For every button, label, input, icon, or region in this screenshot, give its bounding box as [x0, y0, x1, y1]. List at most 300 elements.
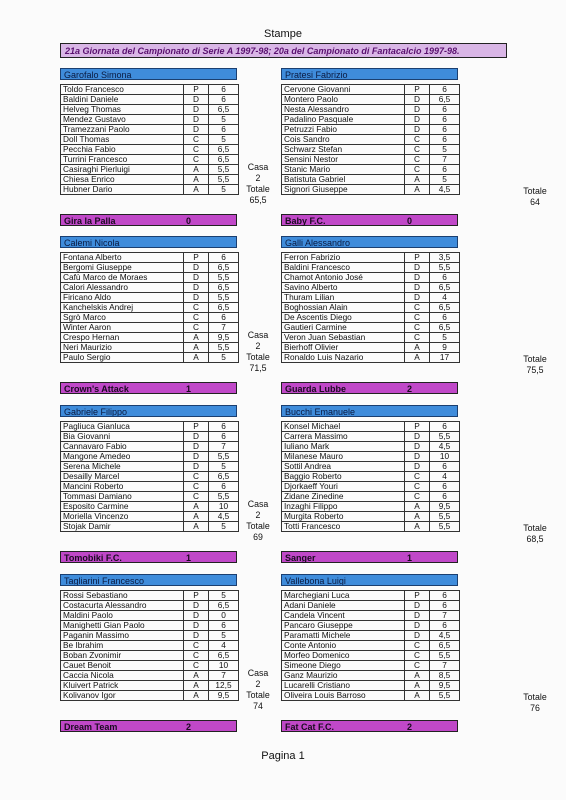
player-role: A — [184, 343, 209, 353]
player-score: 5,5 — [430, 512, 460, 522]
player-row — [282, 472, 460, 482]
player-row — [282, 442, 460, 452]
player-role: D — [405, 283, 430, 293]
player-name: Mangone Amedeo — [61, 452, 184, 462]
player-row — [61, 145, 239, 155]
manager-name: Gabriele Filippo — [60, 405, 237, 417]
home-team-block — [60, 574, 237, 701]
player-role: P — [405, 591, 430, 601]
away-summary — [515, 354, 555, 376]
player-role: D — [184, 462, 209, 472]
player-role: D — [184, 601, 209, 611]
player-score: 4,5 — [430, 442, 460, 452]
player-row — [282, 283, 460, 293]
home-team-result-bar — [60, 382, 237, 394]
player-role: A — [184, 175, 209, 185]
away-team-block — [281, 405, 458, 532]
player-row — [61, 522, 239, 532]
player-score: 5 — [209, 353, 239, 363]
player-score: 4,5 — [209, 512, 239, 522]
player-row — [61, 323, 239, 333]
total-label: Totale — [246, 690, 270, 700]
player-score: 9 — [430, 343, 460, 353]
player-role: A — [184, 165, 209, 175]
player-row — [282, 482, 460, 492]
player-role: A — [405, 502, 430, 512]
player-score: 5 — [209, 522, 239, 532]
home-summary — [243, 330, 273, 374]
player-name: Ganz Maurizio — [282, 671, 405, 681]
player-role: A — [184, 502, 209, 512]
player-role: A — [184, 691, 209, 701]
player-name: Cois Sandro — [282, 135, 405, 145]
team-goals: 1 — [186, 384, 192, 394]
player-name: Iuliano Mark — [282, 442, 405, 452]
player-role: D — [184, 452, 209, 462]
player-score: 6,5 — [209, 472, 239, 482]
player-row — [61, 343, 239, 353]
player-role: D — [405, 442, 430, 452]
player-score: 5,5 — [209, 293, 239, 303]
home-team-result-bar — [60, 214, 237, 226]
player-score: 3,5 — [430, 253, 460, 263]
player-role: D — [184, 442, 209, 452]
player-score: 5 — [209, 185, 239, 195]
player-role: D — [184, 283, 209, 293]
player-name: Nesta Alessandro — [282, 105, 405, 115]
home-bonus-label: Casa — [247, 162, 269, 172]
player-role: D — [405, 273, 430, 283]
player-row — [61, 422, 239, 432]
player-row — [282, 681, 460, 691]
player-name: Paganin Massimo — [61, 631, 184, 641]
player-name: Veron Juan Sebastian — [282, 333, 405, 343]
player-role: C — [184, 651, 209, 661]
player-role: C — [184, 135, 209, 145]
home-bonus-label: Casa — [247, 499, 269, 509]
player-role: P — [405, 253, 430, 263]
player-name: Toldo Francesco — [61, 85, 184, 95]
player-name: Kluivert Patrick — [61, 681, 184, 691]
player-row — [61, 502, 239, 512]
player-role: P — [184, 591, 209, 601]
player-role: C — [405, 641, 430, 651]
player-name: Batistuta Gabriel — [282, 175, 405, 185]
player-score: 6 — [430, 115, 460, 125]
away-team-result-bar — [281, 551, 458, 563]
home-total: 65,5 — [249, 195, 267, 205]
away-summary — [515, 692, 555, 714]
player-score: 5,5 — [209, 452, 239, 462]
away-team-block — [281, 68, 458, 195]
player-row — [282, 95, 460, 105]
player-row — [61, 175, 239, 185]
player-row — [282, 591, 460, 601]
player-role: C — [405, 145, 430, 155]
player-row — [282, 353, 460, 363]
player-name: Conte Antonio — [282, 641, 405, 651]
player-row — [61, 492, 239, 502]
player-role: A — [184, 522, 209, 532]
player-name: Boban Zvonimir — [61, 651, 184, 661]
player-name: Sottil Andrea — [282, 462, 405, 472]
player-role: A — [405, 343, 430, 353]
player-name: Ferron Fabrizio — [282, 253, 405, 263]
team-goals: 0 — [186, 216, 192, 226]
player-score: 6 — [430, 313, 460, 323]
player-name: De Ascentis Diego — [282, 313, 405, 323]
player-name: Padalino Pasquale — [282, 115, 405, 125]
total-label: Totale — [523, 354, 547, 364]
player-role: C — [184, 323, 209, 333]
player-row — [61, 681, 239, 691]
player-name: Lucarelli Cristiano — [282, 681, 405, 691]
player-score: 8,5 — [430, 671, 460, 681]
player-row — [282, 462, 460, 472]
player-role: P — [184, 422, 209, 432]
round-title-banner: 21a Giornata del Campionato di Serie A 1997-98; 20a del Campionato di Fantacalcio 1997-98. — [60, 43, 507, 58]
player-row — [61, 185, 239, 195]
team-name: Gira la Palla — [64, 216, 116, 226]
player-row — [61, 452, 239, 462]
player-score: 7 — [209, 323, 239, 333]
player-name: Crespo Hernan — [61, 333, 184, 343]
player-role: C — [405, 155, 430, 165]
player-row — [61, 482, 239, 492]
player-name: Signori Giuseppe — [282, 185, 405, 195]
player-name: Esposito Carmine — [61, 502, 184, 512]
player-score: 5,5 — [209, 273, 239, 283]
player-role: A — [184, 333, 209, 343]
player-role: C — [405, 165, 430, 175]
player-row — [61, 512, 239, 522]
player-name: Pagliuca Gianluca — [61, 422, 184, 432]
team-goals: 1 — [407, 553, 413, 563]
player-row — [282, 611, 460, 621]
player-name: Thuram Lilian — [282, 293, 405, 303]
player-name: Turrini Francesco — [61, 155, 184, 165]
player-score: 6,5 — [209, 155, 239, 165]
player-score: 6,5 — [209, 145, 239, 155]
player-role: C — [184, 313, 209, 323]
player-row — [61, 671, 239, 681]
home-bonus-value: 2 — [255, 679, 261, 689]
player-score: 7 — [209, 671, 239, 681]
player-row — [282, 135, 460, 145]
player-role: D — [184, 115, 209, 125]
home-team-block — [60, 405, 237, 532]
player-role: A — [405, 512, 430, 522]
lineup-table — [281, 252, 460, 363]
player-role: A — [184, 353, 209, 363]
player-role: D — [184, 273, 209, 283]
home-summary — [243, 499, 273, 543]
home-bonus-label: Casa — [247, 668, 269, 678]
player-name: Konsel Michael — [282, 422, 405, 432]
player-score: 6 — [430, 482, 460, 492]
team-name: Guarda Lubbe — [285, 384, 347, 394]
player-name: Totti Francesco — [282, 522, 405, 532]
player-role: D — [405, 621, 430, 631]
player-score: 6 — [430, 135, 460, 145]
player-row — [61, 253, 239, 263]
player-score: 6,5 — [430, 323, 460, 333]
player-name: Baldini Francesco — [282, 263, 405, 273]
player-role: D — [405, 611, 430, 621]
player-row — [282, 165, 460, 175]
player-name: Cafù Marco de Moraes — [61, 273, 184, 283]
player-row — [282, 512, 460, 522]
player-score: 10 — [430, 452, 460, 462]
player-row — [61, 661, 239, 671]
player-name: Carrera Massimo — [282, 432, 405, 442]
manager-name: Tagliarini Francesco — [60, 574, 237, 586]
manager-name: Galli Alessandro — [281, 236, 458, 248]
player-row — [61, 432, 239, 442]
lineup-table — [281, 84, 460, 195]
player-role: C — [405, 472, 430, 482]
player-score: 4,5 — [430, 631, 460, 641]
player-score: 5 — [209, 631, 239, 641]
home-team-result-bar — [60, 551, 237, 563]
player-role: D — [405, 115, 430, 125]
player-role: D — [184, 432, 209, 442]
player-score: 6 — [209, 432, 239, 442]
player-score: 10 — [209, 502, 239, 512]
player-name: Mancini Roberto — [61, 482, 184, 492]
player-row — [61, 85, 239, 95]
away-total: 75,5 — [526, 365, 544, 375]
player-name: Firicano Aldo — [61, 293, 184, 303]
player-row — [61, 651, 239, 661]
player-role: A — [405, 175, 430, 185]
team-goals: 1 — [186, 553, 192, 563]
team-name: Baby F.C. — [285, 216, 326, 226]
player-row — [282, 343, 460, 353]
player-score: 6 — [209, 621, 239, 631]
player-role: D — [184, 263, 209, 273]
player-score: 9,5 — [209, 691, 239, 701]
player-row — [282, 452, 460, 462]
manager-name: Garofalo Simona — [60, 68, 237, 80]
player-row — [282, 263, 460, 273]
player-score: 5 — [209, 462, 239, 472]
player-name: Djorkaeff Youri — [282, 482, 405, 492]
home-summary — [243, 162, 273, 206]
team-name: Tomobiki F.C. — [64, 553, 122, 563]
player-score: 6,5 — [209, 263, 239, 273]
total-label: Totale — [246, 352, 270, 362]
player-role: D — [405, 452, 430, 462]
player-name: Stanic Mario — [282, 165, 405, 175]
team-name: Dream Team — [64, 722, 118, 732]
player-role: C — [184, 145, 209, 155]
player-score: 6,5 — [430, 95, 460, 105]
player-name: Serena Michele — [61, 462, 184, 472]
player-role: C — [184, 492, 209, 502]
player-role: A — [405, 353, 430, 363]
total-label: Totale — [246, 521, 270, 531]
team-goals: 2 — [407, 384, 413, 394]
player-name: Bergomi Giuseppe — [61, 263, 184, 273]
player-row — [282, 175, 460, 185]
player-row — [282, 125, 460, 135]
player-role: D — [184, 293, 209, 303]
player-name: Pecchia Fabio — [61, 145, 184, 155]
player-name: Stojak Damir — [61, 522, 184, 532]
player-score: 7 — [430, 611, 460, 621]
player-score: 6 — [430, 105, 460, 115]
player-name: Winter Aaron — [61, 323, 184, 333]
player-name: Morfeo Domenico — [282, 651, 405, 661]
home-total: 69 — [253, 532, 263, 542]
player-role: C — [405, 135, 430, 145]
player-name: Neri Maurizio — [61, 343, 184, 353]
player-row — [282, 155, 460, 165]
player-role: A — [184, 185, 209, 195]
player-role: D — [184, 95, 209, 105]
home-bonus-label: Casa — [247, 330, 269, 340]
player-name: Petruzzi Fabio — [282, 125, 405, 135]
player-row — [282, 522, 460, 532]
manager-name: Bucchi Emanuele — [281, 405, 458, 417]
player-role: D — [184, 631, 209, 641]
player-row — [61, 442, 239, 452]
player-score: 5,5 — [430, 432, 460, 442]
player-name: Calori Alessandro — [61, 283, 184, 293]
player-row — [61, 155, 239, 165]
away-team-block — [281, 574, 458, 701]
home-team-result-bar — [60, 720, 237, 732]
lineup-table — [60, 84, 239, 195]
player-name: Gautieri Carmine — [282, 323, 405, 333]
total-label: Totale — [523, 523, 547, 533]
player-score: 5,5 — [430, 691, 460, 701]
player-name: Kanchelskis Andrej — [61, 303, 184, 313]
player-name: Savino Alberto — [282, 283, 405, 293]
player-name: Caccia Nicola — [61, 671, 184, 681]
player-name: Be Ibrahim — [61, 641, 184, 651]
player-score: 4 — [430, 293, 460, 303]
player-name: Simeone Diego — [282, 661, 405, 671]
player-score: 6 — [209, 482, 239, 492]
player-score: 6 — [430, 273, 460, 283]
player-score: 6 — [430, 165, 460, 175]
player-row — [61, 135, 239, 145]
player-row — [282, 641, 460, 651]
player-row — [282, 293, 460, 303]
player-role: P — [184, 253, 209, 263]
away-team-result-bar — [281, 720, 458, 732]
player-role: D — [405, 105, 430, 115]
player-role: A — [405, 691, 430, 701]
player-row — [282, 145, 460, 155]
player-name: Paulo Sergio — [61, 353, 184, 363]
player-row — [282, 313, 460, 323]
player-row — [61, 165, 239, 175]
player-row — [282, 105, 460, 115]
player-score: 6 — [209, 253, 239, 263]
player-name: Baldini Daniele — [61, 95, 184, 105]
player-name: Chiesa Enrico — [61, 175, 184, 185]
player-role: C — [405, 651, 430, 661]
player-role: A — [184, 512, 209, 522]
player-name: Cannavaro Fabio — [61, 442, 184, 452]
home-bonus-value: 2 — [255, 173, 261, 183]
player-score: 7 — [430, 155, 460, 165]
away-team-result-bar — [281, 382, 458, 394]
player-row — [61, 333, 239, 343]
player-name: Murgita Roberto — [282, 512, 405, 522]
player-name: Adani Daniele — [282, 601, 405, 611]
player-score: 6,5 — [209, 303, 239, 313]
player-score: 6 — [430, 125, 460, 135]
player-role: A — [405, 671, 430, 681]
player-name: Cauet Benoit — [61, 661, 184, 671]
player-score: 6 — [430, 601, 460, 611]
player-role: C — [184, 472, 209, 482]
player-row — [61, 263, 239, 273]
player-score: 6,5 — [209, 651, 239, 661]
player-score: 5,5 — [430, 263, 460, 273]
player-score: 9,5 — [209, 333, 239, 343]
player-row — [282, 253, 460, 263]
team-name: Sanger — [285, 553, 316, 563]
player-role: C — [405, 482, 430, 492]
home-team-block — [60, 236, 237, 363]
player-score: 5 — [430, 145, 460, 155]
player-name: Schwarz Stefan — [282, 145, 405, 155]
player-row — [61, 115, 239, 125]
player-name: Sgrò Marco — [61, 313, 184, 323]
player-name: Ronaldo Luis Nazario — [282, 353, 405, 363]
player-row — [282, 115, 460, 125]
player-role: C — [405, 333, 430, 343]
player-role: C — [184, 155, 209, 165]
lineup-table — [281, 590, 460, 701]
player-name: Milanese Mauro — [282, 452, 405, 462]
player-row — [61, 631, 239, 641]
player-score: 5 — [209, 591, 239, 601]
player-score: 6 — [430, 591, 460, 601]
player-name: Hubner Dario — [61, 185, 184, 195]
player-row — [282, 651, 460, 661]
player-role: C — [405, 323, 430, 333]
player-score: 12,5 — [209, 681, 239, 691]
away-team-block — [281, 236, 458, 363]
player-score: 7 — [430, 661, 460, 671]
manager-name: Vallebona Luigi — [281, 574, 458, 586]
team-name: Crown's Attack — [64, 384, 129, 394]
player-row — [282, 502, 460, 512]
player-score: 5 — [430, 333, 460, 343]
player-row — [282, 661, 460, 671]
player-name: Rossi Sebastiano — [61, 591, 184, 601]
player-score: 6 — [430, 85, 460, 95]
player-row — [61, 283, 239, 293]
home-summary — [243, 668, 273, 712]
player-role: A — [184, 671, 209, 681]
player-role: P — [184, 85, 209, 95]
player-score: 6,5 — [430, 303, 460, 313]
player-name: Bia Giovanni — [61, 432, 184, 442]
player-row — [61, 353, 239, 363]
lineup-table — [60, 252, 239, 363]
team-goals: 2 — [407, 722, 413, 732]
player-name: Casiraghi Pierluigi — [61, 165, 184, 175]
total-label: Totale — [523, 692, 547, 702]
player-role: C — [405, 492, 430, 502]
